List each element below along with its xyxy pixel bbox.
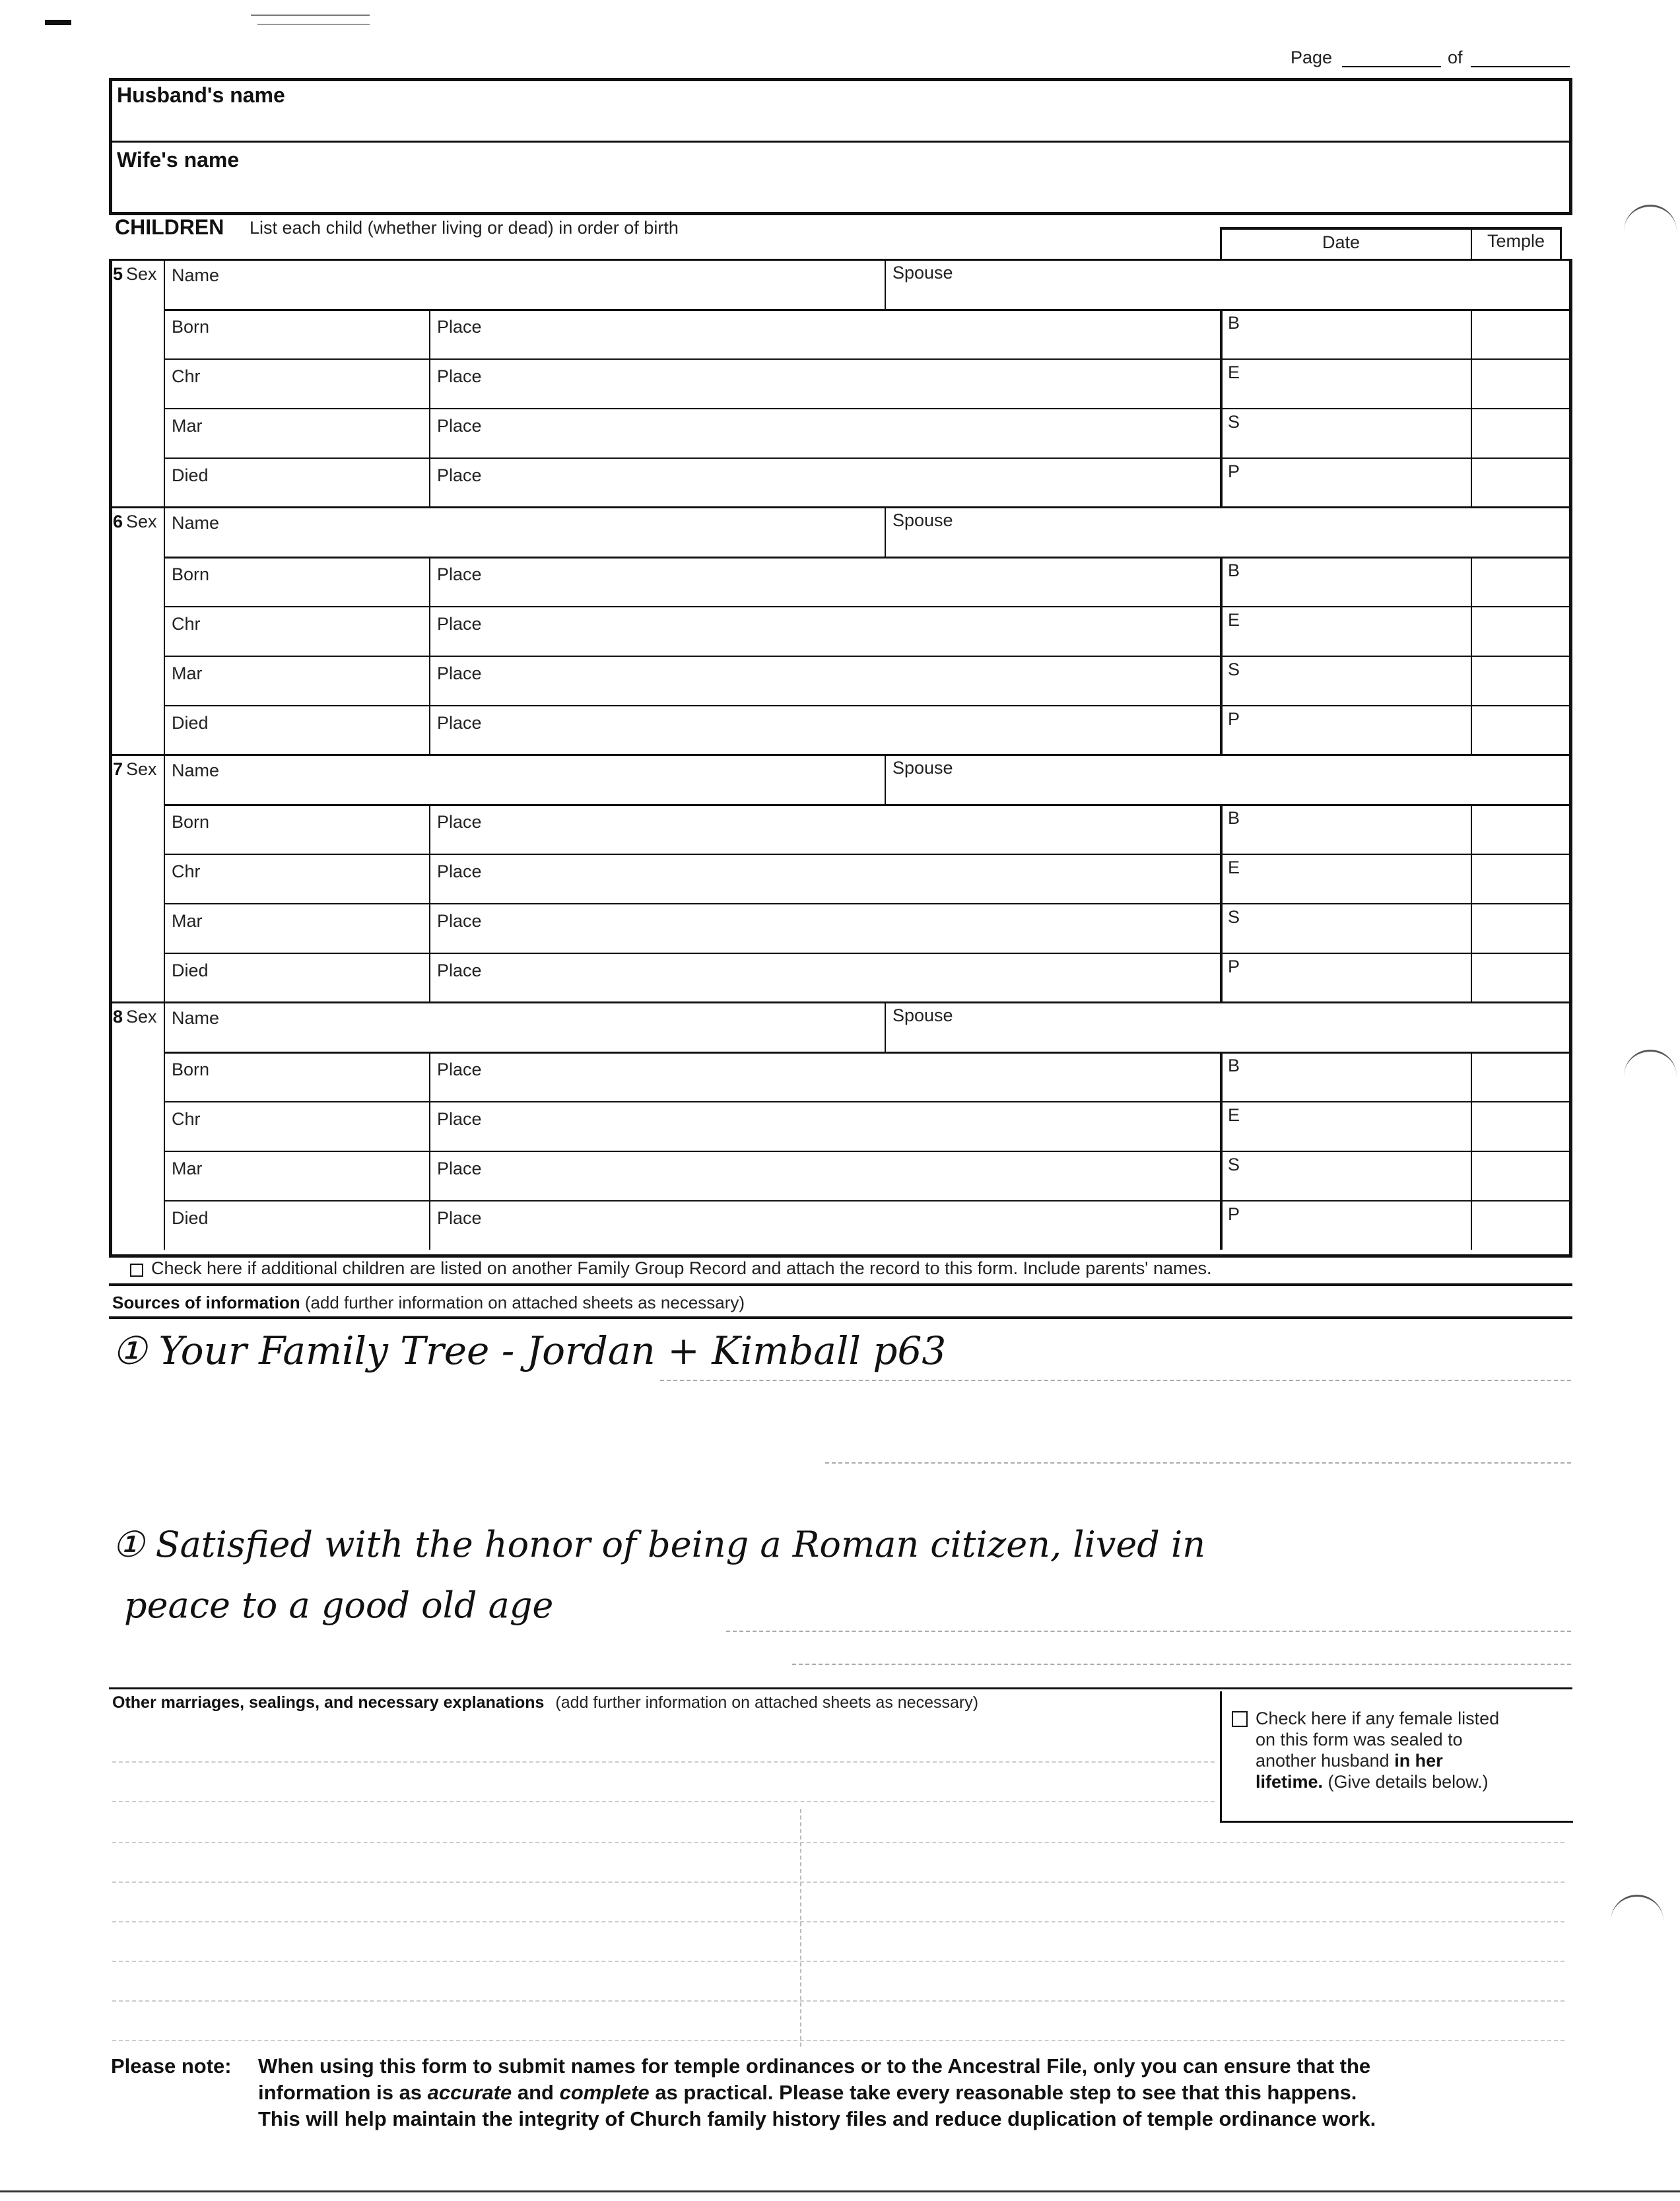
page-number-field[interactable] [1342,66,1441,67]
scan-line [257,24,370,25]
label-place-divider [429,804,430,854]
event-place-label: Place [437,564,482,584]
child-sex-field[interactable] [112,780,162,804]
please-note-line3: This will help maintain the integrity of Church family history files and reduce duplication of temple ordinance work. [258,2107,1376,2130]
child-number: 7 [113,759,123,779]
temple-field[interactable] [1475,609,1565,653]
page-total-field[interactable] [1471,66,1570,67]
event-label-died: Died [172,465,209,485]
event-place-label: Place [437,1159,482,1178]
please-note-complete: complete [559,2081,650,2104]
ordinance-code: S [1228,1155,1240,1174]
ruled-line [112,1881,1564,1883]
date-column-divider [1220,1200,1223,1250]
event-place-label: Place [437,317,482,337]
event-row-rule [164,408,1572,409]
temple-field[interactable] [1475,708,1565,752]
wife-name-field[interactable] [343,149,1558,201]
date-column-divider [1220,804,1223,854]
child-name-field[interactable] [236,509,878,554]
label-place-divider [429,457,430,507]
child-number: 5 [113,264,123,284]
temple-column-divider [1471,903,1472,953]
temple-column-divider [1471,1052,1472,1101]
child-block-rule [109,259,1572,261]
additional-children-text: Check here if additional children are listed on another Family Group Record and attach the record to this form. Include parents' names. [151,1258,1212,1278]
event-place-field[interactable] [495,312,1213,356]
ordinance-date-field[interactable] [1246,708,1464,752]
temple-column-divider [1471,309,1472,358]
event-place-label: Place [437,663,482,683]
date-column-header: Date [1322,232,1361,252]
event-label-chr: Chr [172,614,201,634]
child-number: 6 [113,512,123,531]
label-place-divider [429,903,430,953]
ordinance-date-field[interactable] [1246,361,1464,405]
event-row-rule [164,358,1572,360]
child-spouse-label: Spouse [892,758,953,778]
ordinance-date-field[interactable] [1246,411,1464,455]
event-label-died: Died [172,961,209,980]
ordinance-code: B [1228,808,1240,828]
temple-column-divider [1471,358,1472,408]
sources-header-rule [109,1316,1572,1319]
child-block-rule [109,754,1572,756]
date-column-divider [1220,1151,1223,1200]
temple-field[interactable] [1475,460,1565,504]
event-place-field[interactable] [495,559,1213,603]
ordinance-code: E [1228,362,1240,382]
temple-column-divider [1471,705,1472,755]
ordinance-code: P [1228,957,1240,976]
child-name-field[interactable] [236,1004,878,1049]
event-place-field[interactable] [495,1203,1213,1247]
of-label: of [1448,48,1463,67]
event-row-rule [164,953,1572,954]
name-spouse-divider [885,754,886,804]
please-note-line2 [258,2081,1357,2105]
temple-field[interactable] [1475,856,1565,900]
event-label-chr: Chr [172,1109,201,1129]
child-sex-label: Sex [126,1007,157,1027]
date-column-divider [1220,854,1223,903]
event-place-field[interactable] [495,1153,1213,1198]
temple-column-divider [1471,1101,1472,1151]
please-note-line1: When using this form to submit names for temple ordinances or to the Ancestral File, only you can ensure that the [258,2054,1371,2078]
temple-column-divider [1471,804,1472,854]
ruled-line [112,2040,1564,2041]
child-spouse-label: Spouse [892,263,953,283]
event-place-field[interactable] [495,411,1213,455]
ordinance-date-field[interactable] [1246,955,1464,999]
event-label-died: Died [172,713,209,733]
event-place-label: Place [437,1109,482,1129]
binder-hole-mark [1624,205,1677,246]
label-place-divider [429,606,430,656]
source-entry-2: ① Satisfied with the honor of being a Roman citizen, lived in [112,1524,1206,1565]
temple-col-divider [1471,227,1472,259]
ordinance-date-field[interactable] [1246,658,1464,702]
name-row-rule [164,309,1572,311]
ordinance-code: E [1228,858,1240,877]
event-place-field[interactable] [495,906,1213,950]
name-spouse-divider [885,259,886,309]
temple-field[interactable] [1475,411,1565,455]
event-label-mar: Mar [172,1159,203,1178]
other-marriages-label: Other marriages, sealings, and necessary explanations [112,1693,545,1712]
bottom-rule [0,2190,1680,2192]
please-note-label: Please note: [111,2054,232,2078]
date-column-divider [1220,309,1223,358]
temple-field[interactable] [1475,1104,1565,1148]
event-label-born: Born [172,317,210,337]
event-label-died: Died [172,1208,209,1228]
name-row-rule [164,1052,1572,1054]
event-place-label: Place [437,713,482,733]
event-place-label: Place [437,1208,482,1228]
ordinance-code: S [1228,412,1240,432]
date-column-divider [1220,557,1223,606]
ordinance-date-field[interactable] [1246,906,1464,950]
label-place-divider [429,408,430,457]
temple-column-header: Temple [1487,231,1545,251]
event-label-mar: Mar [172,416,203,436]
ordinance-code: P [1228,709,1240,729]
label-place-divider [429,953,430,1002]
child-spouse-field[interactable] [970,509,1562,554]
event-label-born: Born [172,812,210,832]
other-marriages-note: (add further information on attached sheets as necessary) [555,1693,979,1712]
event-place-field[interactable] [495,1104,1213,1148]
date-column-divider [1220,457,1223,507]
event-row-rule [164,606,1572,607]
sources-header [112,1293,745,1313]
event-place-label: Place [437,465,482,485]
date-column-divider [1220,705,1223,755]
event-row-rule [164,1200,1572,1202]
event-place-field[interactable] [495,708,1213,752]
ruled-line [112,1801,1215,1802]
name-spouse-divider [885,1001,886,1052]
source-entry-3: peace to a good old age [124,1584,554,1626]
ordinance-date-field[interactable] [1246,1054,1464,1099]
event-place-field[interactable] [495,361,1213,405]
ruled-line [112,1761,1215,1763]
date-column-divider [1220,656,1223,705]
date-column-divider [1220,1052,1223,1101]
temple-field[interactable] [1475,1054,1565,1099]
ordinance-date-field[interactable] [1246,1203,1464,1247]
event-row-rule [164,656,1572,657]
ordinance-code: P [1228,1204,1240,1224]
please-note-accurate: accurate [427,2081,512,2104]
event-place-field[interactable] [495,609,1213,653]
child-name-label: Name [172,265,220,285]
sources-top-rule [109,1283,1572,1286]
date-column-divider [1220,358,1223,408]
temple-column-divider [1471,1151,1472,1200]
ordinance-code: B [1228,313,1240,333]
label-place-divider [429,557,430,606]
label-place-divider [429,705,430,755]
temple-field[interactable] [1475,559,1565,603]
scan-mark [45,20,71,25]
page-label: Page [1291,48,1333,67]
event-place-field[interactable] [495,460,1213,504]
please-note-line2-a: information is as [258,2081,422,2104]
temple-column-divider [1471,557,1472,606]
temple-field[interactable] [1475,955,1565,999]
sex-column-divider [164,754,165,1002]
binder-hole-mark [1624,1050,1677,1091]
event-row-rule [164,1151,1572,1152]
ordinance-date-field[interactable] [1246,1104,1464,1148]
wife-name-label: Wife's name [117,148,240,172]
date-column-divider [1220,903,1223,953]
ordinance-code: S [1228,660,1240,679]
event-label-chr: Chr [172,366,201,386]
children-title: CHILDREN [115,215,224,239]
temple-field[interactable] [1475,658,1565,702]
event-place-field[interactable] [495,955,1213,999]
event-place-field[interactable] [495,1054,1213,1099]
ordinance-date-field[interactable] [1246,609,1464,653]
female-sealing-line3 [1256,1751,1443,1771]
label-place-divider [429,1151,430,1200]
temple-field[interactable] [1475,906,1565,950]
ordinance-date-field[interactable] [1246,559,1464,603]
event-place-field[interactable] [495,807,1213,851]
please-note-line2-c: and [517,2081,554,2104]
sources-note: (add further information on attached sheets as necessary) [304,1293,745,1312]
child-spouse-field[interactable] [970,757,1562,801]
temple-field[interactable] [1475,1153,1565,1198]
husband-name-field[interactable] [343,86,1558,132]
temple-column-divider [1471,457,1472,507]
name-row-rule [164,804,1572,806]
temple-column-divider [1471,1200,1472,1250]
bleed-through-vertical [800,1809,801,2047]
child-sex-field[interactable] [112,533,162,557]
ordinance-date-field[interactable] [1246,312,1464,356]
child-name-label: Name [172,761,220,780]
ordinance-code: P [1228,461,1240,481]
ruled-line [112,2000,1564,2002]
sex-column-divider [164,1001,165,1250]
event-place-label: Place [437,812,482,832]
date-column-divider [1220,606,1223,656]
child-name-label: Name [172,513,220,533]
event-row-rule [164,854,1572,855]
temple-column-divider [1471,408,1472,457]
event-row-rule [164,903,1572,904]
temple-column-divider [1471,606,1472,656]
event-place-label: Place [437,366,482,386]
ordinance-code: B [1228,560,1240,580]
date-column-divider [1220,408,1223,457]
children-subtitle: List each child (whether living or dead) in order of birth [250,218,679,238]
husband-name-label: Husband's name [117,83,285,107]
temple-field[interactable] [1475,312,1565,356]
child-sex-field[interactable] [112,1028,162,1052]
label-place-divider [429,656,430,705]
date-column-divider [1220,953,1223,1002]
female-sealing-line4-b: (Give details below.) [1327,1772,1489,1792]
binder-hole-mark [1611,1895,1663,1936]
event-place-label: Place [437,961,482,980]
ruled-line [112,1921,1564,1922]
additional-children-checkbox[interactable] [130,1264,143,1277]
label-place-divider [429,1052,430,1101]
other-marriages-field[interactable] [112,1723,1215,2053]
ruled-line [825,1462,1571,1464]
ordinance-date-field[interactable] [1246,807,1464,851]
temple-field[interactable] [1475,1203,1565,1247]
female-sealing-line2: on this form was sealed to [1256,1730,1463,1749]
other-marriages-top-rule [109,1687,1572,1689]
event-place-label: Place [437,1060,482,1079]
label-place-divider [429,358,430,408]
source-entry-1: ① Your Family Tree - Jordan + Kimball p63 [112,1328,947,1373]
child-spouse-field[interactable] [970,1004,1562,1049]
temple-column-divider [1471,953,1472,1002]
ruled-line [726,1631,1571,1632]
ordinance-code: E [1228,610,1240,630]
sex-column-divider [164,506,165,755]
child-sex-label: Sex [126,759,157,779]
female-sealing-line4 [1256,1772,1489,1792]
child-block-rule [109,1001,1572,1003]
temple-field[interactable] [1475,361,1565,405]
ordinance-date-field[interactable] [1246,1153,1464,1198]
sources-label: Sources of information [112,1293,300,1312]
label-place-divider [429,1101,430,1151]
other-marriages-header [112,1693,978,1712]
child-number: 8 [113,1007,123,1027]
child-spouse-label: Spouse [892,510,953,530]
temple-column-divider [1471,656,1472,705]
name-row-rule [164,557,1572,559]
ruled-line [112,1842,1564,1843]
ordinance-code: E [1228,1105,1240,1125]
ruled-line [112,1961,1564,1962]
label-place-divider [429,1200,430,1250]
ruled-line [660,1380,1571,1381]
temple-field[interactable] [1475,807,1565,851]
please-note-line2-e: as practical. Please take every reasonable step to see that this happens. [655,2081,1357,2104]
label-place-divider [429,309,430,358]
child-sex-label: Sex [126,264,157,284]
event-label-chr: Chr [172,862,201,881]
label-place-divider [429,854,430,903]
date-column-divider [1220,1101,1223,1151]
female-sealing-line4-a: lifetime. [1256,1772,1324,1792]
female-sealing-line1: Check here if any female listed [1256,1709,1500,1728]
child-spouse-field[interactable] [970,261,1562,306]
female-sealing-line3-a: another husband [1256,1751,1390,1771]
name-spouse-divider [885,506,886,557]
ruled-line [792,1664,1571,1665]
event-place-field[interactable] [495,658,1213,702]
child-name-field[interactable] [236,757,878,801]
child-name-label: Name [172,1008,220,1028]
ordinance-date-field[interactable] [1246,460,1464,504]
event-place-label: Place [437,911,482,931]
event-row-rule [164,1101,1572,1102]
event-label-mar: Mar [172,911,203,931]
ordinance-date-field[interactable] [1246,856,1464,900]
event-label-born: Born [172,564,210,584]
female-sealing-line3-b: in her [1394,1751,1443,1771]
child-spouse-label: Spouse [892,1005,953,1025]
ordinance-code: B [1228,1056,1240,1075]
event-place-label: Place [437,614,482,634]
couple-divider [109,141,1572,143]
event-label-mar: Mar [172,663,203,683]
temple-column-divider [1471,854,1472,903]
event-place-label: Place [437,416,482,436]
scan-line [251,15,370,16]
event-place-field[interactable] [495,856,1213,900]
child-sex-label: Sex [126,512,157,531]
child-name-field[interactable] [236,261,878,306]
ordinance-code: S [1228,907,1240,927]
child-sex-field[interactable] [112,285,162,309]
event-row-rule [164,457,1572,459]
sex-column-divider [164,259,165,507]
event-row-rule [164,705,1572,706]
event-label-born: Born [172,1060,210,1079]
event-place-label: Place [437,862,482,881]
child-block-rule [109,506,1572,508]
female-sealing-checkbox[interactable] [1232,1711,1248,1727]
